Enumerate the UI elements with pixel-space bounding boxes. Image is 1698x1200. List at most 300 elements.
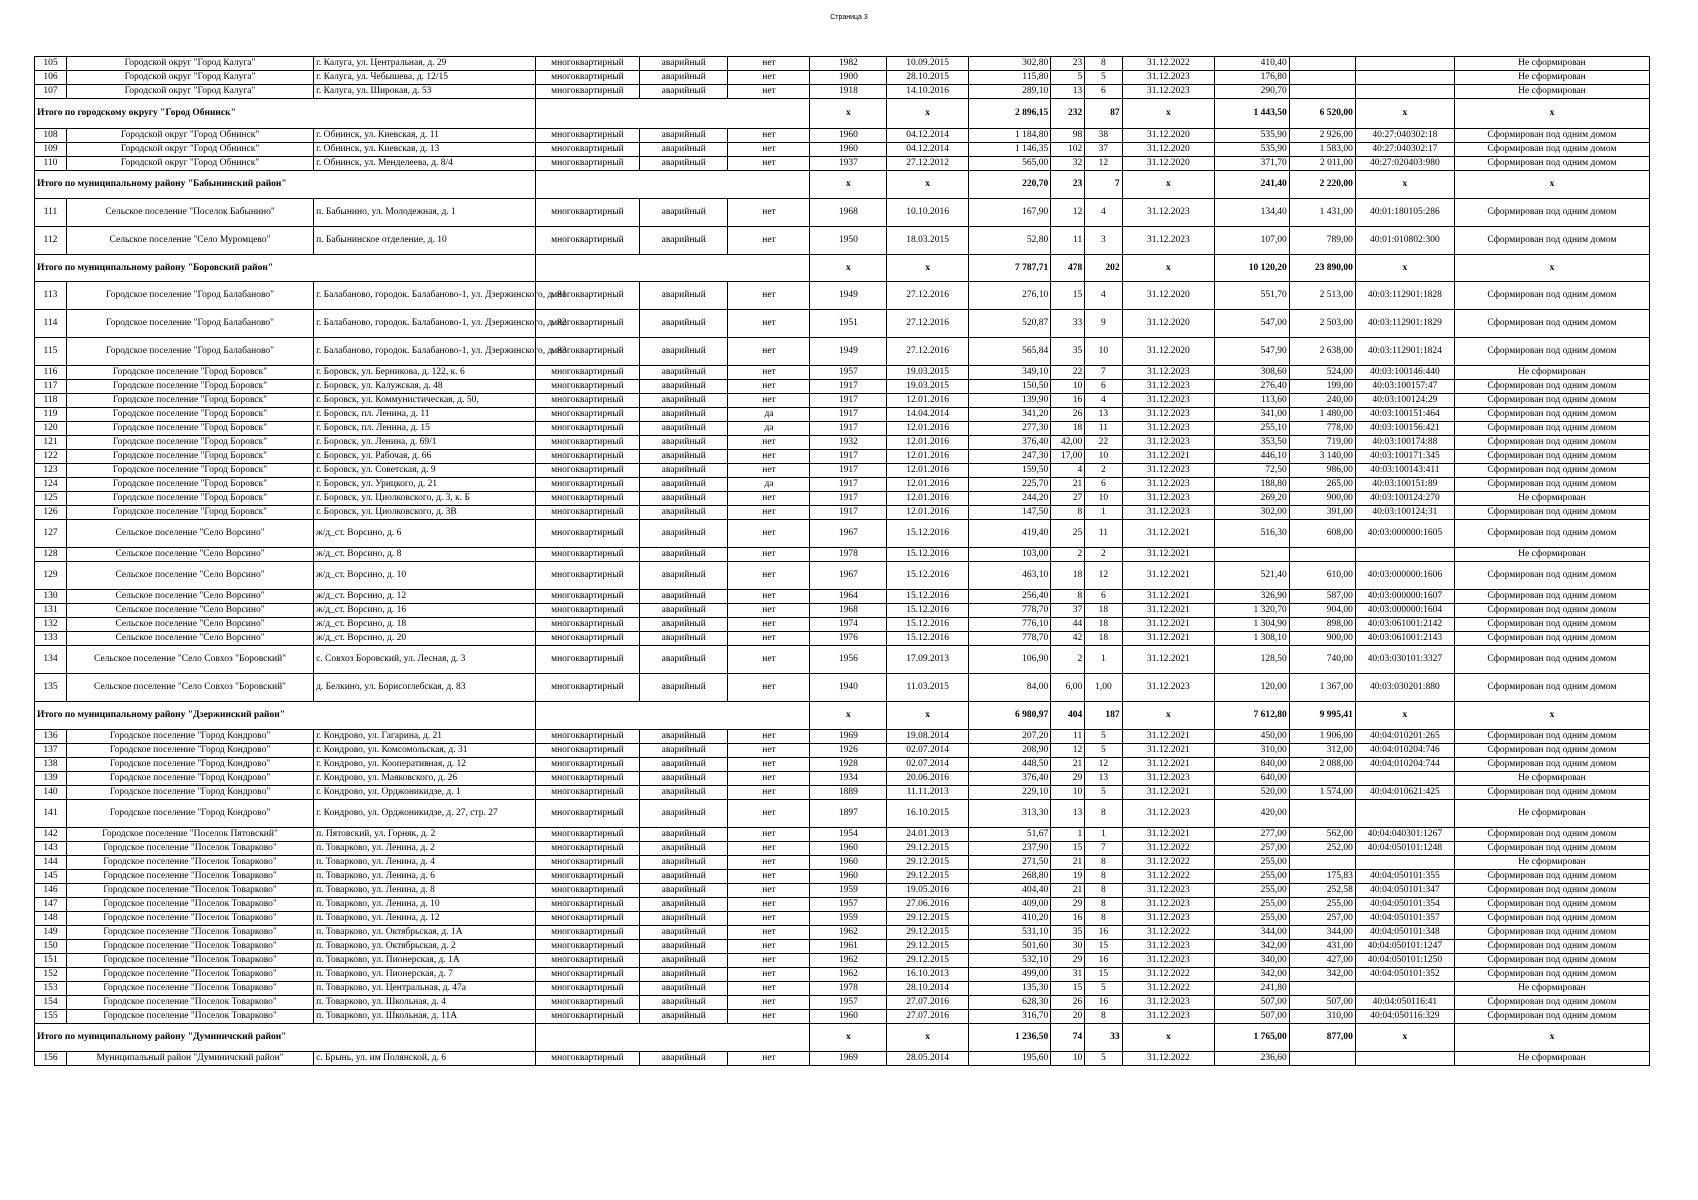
- date-cell: 29.12.2015: [887, 842, 969, 856]
- address-cell: г. Обнинск, ул. Киевская, д. 13: [314, 143, 536, 157]
- year-cell: 1978: [810, 982, 887, 996]
- row-number-cell: 123: [35, 464, 67, 478]
- table-row: [35, 380, 1650, 394]
- municipality-cell: Муниципальный район "Думиничский район": [66, 1052, 313, 1066]
- house-type-cell: многоквартирный: [535, 57, 639, 71]
- municipality-cell: Сельское поселение "Село Муромцево": [66, 227, 313, 255]
- cadastral-cell: 40:04:010621:425: [1355, 786, 1454, 800]
- deadline-cell: 31.12.2021: [1122, 450, 1215, 464]
- year-cell: 1954: [810, 828, 887, 842]
- count-b-cell: 16: [1085, 996, 1122, 1010]
- value1-cell: 255,00: [1215, 898, 1290, 912]
- year-cell: 1926: [810, 744, 887, 758]
- municipality-cell: Городское поселение "Город Боровск": [66, 366, 313, 380]
- row-number-cell: 143: [35, 842, 67, 856]
- deadline-cell: 31.12.2021: [1122, 548, 1215, 562]
- year-cell: 1956: [810, 646, 887, 674]
- area-cell: 150,50: [969, 380, 1051, 394]
- flag-cell: нет: [728, 590, 810, 604]
- municipality-cell: Сельское поселение "Село Ворсино": [66, 604, 313, 618]
- address-cell: ж/д_ст. Ворсино, д. 10: [314, 562, 536, 590]
- value2-cell: 3 140,00: [1289, 450, 1355, 464]
- table-row: [35, 394, 1650, 408]
- flag-cell: нет: [728, 926, 810, 940]
- deadline-cell: 31.12.2023: [1122, 227, 1215, 255]
- address-cell: п. Бабынино, ул. Молодежная, д. 1: [314, 199, 536, 227]
- status-cell: x: [1454, 99, 1649, 129]
- flag-cell: нет: [728, 674, 810, 702]
- condition-cell: аварийный: [640, 996, 728, 1010]
- condition-cell: аварийный: [640, 562, 728, 590]
- count-a-cell: 15: [1051, 282, 1085, 310]
- value1-cell: 342,00: [1215, 940, 1290, 954]
- count-b-cell: 2: [1085, 548, 1122, 562]
- flag-cell: нет: [728, 730, 810, 744]
- row-number-cell: 150: [35, 940, 67, 954]
- date-cell: 27.12.2012: [887, 157, 969, 171]
- flag-cell: нет: [728, 282, 810, 310]
- address-cell: г. Боровск, ул. Рабочая, д. 66: [314, 450, 536, 464]
- condition-cell: аварийный: [640, 954, 728, 968]
- count-a-cell: 18: [1051, 562, 1085, 590]
- year-cell: 1937: [810, 157, 887, 171]
- row-number-cell: 142: [35, 828, 67, 842]
- year-cell: 1959: [810, 912, 887, 926]
- cadastral-cell: [1355, 856, 1454, 870]
- table-row: [35, 590, 1650, 604]
- municipality-cell: Городской округ "Город Калуга": [66, 85, 313, 99]
- flag-cell: нет: [728, 968, 810, 982]
- status-cell: Сформирован под одним домом: [1454, 590, 1649, 604]
- subtotal-label: Итого по муниципальному району "Дзержинский район": [35, 702, 536, 730]
- condition-cell: аварийный: [640, 520, 728, 548]
- table-row: [35, 1010, 1650, 1024]
- municipality-cell: Городское поселение "Поселок Товарково": [66, 940, 313, 954]
- value2-cell: 1 583,00: [1289, 143, 1355, 157]
- value1-cell: 255,10: [1215, 422, 1290, 436]
- count-b-cell: 33: [1085, 1024, 1122, 1052]
- municipality-cell: Городское поселение "Город Боровск": [66, 380, 313, 394]
- cadastral-cell: [1355, 1052, 1454, 1066]
- value1-cell: 516,30: [1215, 520, 1290, 548]
- cadastral-cell: [1355, 85, 1454, 99]
- condition-cell: аварийный: [640, 982, 728, 996]
- value1-cell: 507,00: [1215, 996, 1290, 1010]
- flag-cell: нет: [728, 800, 810, 828]
- year-cell: 1900: [810, 71, 887, 85]
- row-number-cell: 138: [35, 758, 67, 772]
- condition-cell: аварийный: [640, 436, 728, 450]
- flag-cell: нет: [728, 1010, 810, 1024]
- date-cell: 27.07.2016: [887, 1010, 969, 1024]
- date-cell: 28.10.2014: [887, 982, 969, 996]
- cadastral-cell: x: [1355, 99, 1454, 129]
- value2-cell: 1 480,00: [1289, 408, 1355, 422]
- date-cell: 14.04.2014: [887, 408, 969, 422]
- row-number-cell: 151: [35, 954, 67, 968]
- count-a-cell: 10: [1051, 786, 1085, 800]
- count-a-cell: 29: [1051, 898, 1085, 912]
- address-cell: д. Белкино, ул. Борисоглебская, д. 83: [314, 674, 536, 702]
- address-cell: г. Боровск, ул. Урицкого, д. 21: [314, 478, 536, 492]
- date-cell: x: [887, 255, 969, 282]
- deadline-cell: 31.12.2022: [1122, 856, 1215, 870]
- flag-cell: нет: [728, 562, 810, 590]
- value2-cell: 2 011,00: [1289, 157, 1355, 171]
- value1-cell: 290,70: [1215, 85, 1290, 99]
- flag-cell: нет: [728, 450, 810, 464]
- deadline-cell: 31.12.2023: [1122, 940, 1215, 954]
- table-row: [35, 310, 1650, 338]
- address-cell: п. Товарково, ул. Школьная, д. 4: [314, 996, 536, 1010]
- count-a-cell: 232: [1051, 99, 1085, 129]
- count-a-cell: 25: [1051, 520, 1085, 548]
- count-a-cell: 6,00: [1051, 674, 1085, 702]
- date-cell: x: [887, 99, 969, 129]
- row-number-cell: 125: [35, 492, 67, 506]
- flag-cell: нет: [728, 898, 810, 912]
- area-cell: 244,20: [969, 492, 1051, 506]
- status-cell: Не сформирован: [1454, 71, 1649, 85]
- area-cell: 167,90: [969, 199, 1051, 227]
- area-cell: 195,60: [969, 1052, 1051, 1066]
- row-number-cell: 141: [35, 800, 67, 828]
- value1-cell: 371,70: [1215, 157, 1290, 171]
- value1-cell: 521,40: [1215, 562, 1290, 590]
- municipality-cell: Городское поселение "Поселок Товарково": [66, 982, 313, 996]
- year-cell: 1969: [810, 1052, 887, 1066]
- count-a-cell: 10: [1051, 380, 1085, 394]
- address-cell: г. Кондрово, ул. Маяковского, д. 26: [314, 772, 536, 786]
- deadline-cell: 31.12.2022: [1122, 57, 1215, 71]
- count-a-cell: 33: [1051, 310, 1085, 338]
- value1-cell: 276,40: [1215, 380, 1290, 394]
- count-a-cell: 30: [1051, 940, 1085, 954]
- address-cell: с. Брынь, ул. им Полянской, д. 6: [314, 1052, 536, 1066]
- count-b-cell: 15: [1085, 968, 1122, 982]
- table-row: [35, 996, 1650, 1010]
- deadline-cell: 31.12.2021: [1122, 520, 1215, 548]
- deadline-cell: 31.12.2023: [1122, 772, 1215, 786]
- year-cell: 1960: [810, 143, 887, 157]
- value2-cell: [1289, 772, 1355, 786]
- flag-cell: нет: [728, 338, 810, 366]
- status-cell: Сформирован под одним домом: [1454, 520, 1649, 548]
- area-cell: 208,90: [969, 744, 1051, 758]
- date-cell: 28.05.2014: [887, 1052, 969, 1066]
- municipality-cell: Сельское поселение "Село Ворсино": [66, 562, 313, 590]
- count-a-cell: 21: [1051, 478, 1085, 492]
- row-number-cell: 120: [35, 422, 67, 436]
- house-type-cell: многоквартирный: [535, 1010, 639, 1024]
- year-cell: 1960: [810, 870, 887, 884]
- year-cell: 1940: [810, 674, 887, 702]
- value1-cell: 446,10: [1215, 450, 1290, 464]
- deadline-cell: 31.12.2021: [1122, 590, 1215, 604]
- area-cell: 106,90: [969, 646, 1051, 674]
- count-a-cell: 31: [1051, 968, 1085, 982]
- table-row: [35, 548, 1650, 562]
- count-b-cell: 4: [1085, 394, 1122, 408]
- cadastral-cell: 40:03:000000:1604: [1355, 604, 1454, 618]
- municipality-cell: Городское поселение "Поселок Товарково": [66, 842, 313, 856]
- house-type-cell: многоквартирный: [535, 394, 639, 408]
- status-cell: Сформирован под одним домом: [1454, 940, 1649, 954]
- value2-cell: 608,00: [1289, 520, 1355, 548]
- table-row: [35, 85, 1650, 99]
- count-b-cell: 6: [1085, 478, 1122, 492]
- date-cell: 20.06.2016: [887, 772, 969, 786]
- table-row: [35, 856, 1650, 870]
- value1-cell: 535,90: [1215, 143, 1290, 157]
- value2-cell: 391,00: [1289, 506, 1355, 520]
- area-cell: 313,30: [969, 800, 1051, 828]
- flag-cell: нет: [728, 828, 810, 842]
- row-number-cell: 154: [35, 996, 67, 1010]
- table-row: [35, 618, 1650, 632]
- count-a-cell: 23: [1051, 57, 1085, 71]
- date-cell: 19.05.2016: [887, 884, 969, 898]
- address-cell: п. Товарково, ул. Ленина, д. 6: [314, 870, 536, 884]
- value2-cell: 9 995,41: [1289, 702, 1355, 730]
- status-cell: Сформирован под одним домом: [1454, 884, 1649, 898]
- value2-cell: 342,00: [1289, 968, 1355, 982]
- area-cell: 84,00: [969, 674, 1051, 702]
- table-row: [35, 744, 1650, 758]
- address-cell: г. Балабаново, городок. Балабаново-1, ул. Дзержинского, д. 82: [314, 310, 536, 338]
- row-number-cell: 135: [35, 674, 67, 702]
- house-type-cell: многоквартирный: [535, 310, 639, 338]
- flag-cell: нет: [728, 1052, 810, 1066]
- condition-cell: аварийный: [640, 394, 728, 408]
- flag-cell: нет: [728, 786, 810, 800]
- table-row: [35, 408, 1650, 422]
- cadastral-cell: [1355, 57, 1454, 71]
- address-cell: г. Калуга, ул. Центральная, д. 29: [314, 57, 536, 71]
- address-cell: г. Боровск, пл. Ленина, д. 15: [314, 422, 536, 436]
- year-cell: x: [810, 171, 887, 199]
- count-b-cell: 1,00: [1085, 674, 1122, 702]
- cadastral-cell: 40:04:050101:1250: [1355, 954, 1454, 968]
- condition-cell: аварийный: [640, 898, 728, 912]
- deadline-cell: 31.12.2021: [1122, 758, 1215, 772]
- value1-cell: 450,00: [1215, 730, 1290, 744]
- cadastral-cell: 40:03:100124:270: [1355, 492, 1454, 506]
- value2-cell: 524,00: [1289, 366, 1355, 380]
- municipality-cell: Городской округ "Город Обнинск": [66, 157, 313, 171]
- row-number-cell: 106: [35, 71, 67, 85]
- count-b-cell: 6: [1085, 85, 1122, 99]
- value2-cell: 252,00: [1289, 842, 1355, 856]
- address-cell: п. Бабынинское отделение, д. 10: [314, 227, 536, 255]
- area-cell: 419,40: [969, 520, 1051, 548]
- date-cell: 04.12.2014: [887, 143, 969, 157]
- house-type-cell: многоквартирный: [535, 632, 639, 646]
- value1-cell: 128,50: [1215, 646, 1290, 674]
- row-number-cell: 126: [35, 506, 67, 520]
- count-b-cell: 16: [1085, 954, 1122, 968]
- municipality-cell: Сельское поселение "Село Совхоз "Боровский": [66, 646, 313, 674]
- value1-cell: 420,00: [1215, 800, 1290, 828]
- count-b-cell: 38: [1085, 129, 1122, 143]
- table-row: [35, 57, 1650, 71]
- value2-cell: [1289, 57, 1355, 71]
- date-cell: 27.07.2016: [887, 996, 969, 1010]
- house-type-cell: многоквартирный: [535, 436, 639, 450]
- row-number-cell: 149: [35, 926, 67, 940]
- municipality-cell: Городское поселение "Поселок Товарково": [66, 954, 313, 968]
- cadastral-cell: 40:03:000000:1606: [1355, 562, 1454, 590]
- cadastral-cell: 40:04:050101:1248: [1355, 842, 1454, 856]
- deadline-cell: 31.12.2022: [1122, 870, 1215, 884]
- condition-cell: аварийный: [640, 744, 728, 758]
- flag-cell: нет: [728, 492, 810, 506]
- deadline-cell: 31.12.2023: [1122, 912, 1215, 926]
- cadastral-cell: 40:03:100124:31: [1355, 506, 1454, 520]
- year-cell: 1961: [810, 940, 887, 954]
- count-a-cell: 19: [1051, 870, 1085, 884]
- house-type-cell: многоквартирный: [535, 996, 639, 1010]
- municipality-cell: Городское поселение "Поселок Товарково": [66, 996, 313, 1010]
- count-b-cell: 11: [1085, 422, 1122, 436]
- house-type-cell: многоквартирный: [535, 450, 639, 464]
- subtotal-label: Итого по муниципальному району "Бабынинский район": [35, 171, 536, 199]
- area-cell: 51,67: [969, 828, 1051, 842]
- cadastral-cell: 40:03:100151:464: [1355, 408, 1454, 422]
- house-type-cell: многоквартирный: [535, 674, 639, 702]
- year-cell: x: [810, 255, 887, 282]
- count-a-cell: 12: [1051, 744, 1085, 758]
- status-cell: Сформирован под одним домом: [1454, 898, 1649, 912]
- value1-cell: 72,50: [1215, 464, 1290, 478]
- row-number-cell: 124: [35, 478, 67, 492]
- house-type-cell: многоквартирный: [535, 968, 639, 982]
- value1-cell: 1 308,10: [1215, 632, 1290, 646]
- municipality-cell: Городское поселение "Поселок Товарково": [66, 968, 313, 982]
- municipality-cell: Городское поселение "Поселок Товарково": [66, 856, 313, 870]
- status-cell: Сформирован под одним домом: [1454, 436, 1649, 450]
- value2-cell: 562,00: [1289, 828, 1355, 842]
- date-cell: 15.12.2016: [887, 604, 969, 618]
- value2-cell: 2 503,00: [1289, 310, 1355, 338]
- cadastral-cell: 40:04:050101:352: [1355, 968, 1454, 982]
- status-cell: Сформирован под одним домом: [1454, 310, 1649, 338]
- year-cell: 1957: [810, 898, 887, 912]
- value2-cell: [1289, 1052, 1355, 1066]
- flag-cell: нет: [728, 996, 810, 1010]
- deadline-cell: 31.12.2023: [1122, 478, 1215, 492]
- row-number-cell: 121: [35, 436, 67, 450]
- row-number-cell: 119: [35, 408, 67, 422]
- address-cell: г. Боровск, ул. Советская, д. 9: [314, 464, 536, 478]
- count-b-cell: 5: [1085, 71, 1122, 85]
- status-cell: Сформирован под одним домом: [1454, 604, 1649, 618]
- date-cell: 02.07.2014: [887, 744, 969, 758]
- status-cell: Сформирован под одним домом: [1454, 618, 1649, 632]
- count-a-cell: 42: [1051, 632, 1085, 646]
- date-cell: x: [887, 171, 969, 199]
- status-cell: Не сформирован: [1454, 366, 1649, 380]
- area-cell: 247,30: [969, 450, 1051, 464]
- row-number-cell: 108: [35, 129, 67, 143]
- status-cell: Сформирован под одним домом: [1454, 143, 1649, 157]
- row-number-cell: 115: [35, 338, 67, 366]
- value1-cell: 535,90: [1215, 129, 1290, 143]
- date-cell: 19.03.2015: [887, 366, 969, 380]
- value2-cell: 1 906,00: [1289, 730, 1355, 744]
- year-cell: 1917: [810, 464, 887, 478]
- value2-cell: 1 367,00: [1289, 674, 1355, 702]
- municipality-cell: Городское поселение "Город Боровск": [66, 478, 313, 492]
- house-type-cell: многоквартирный: [535, 618, 639, 632]
- table-row: [35, 464, 1650, 478]
- condition-cell: аварийный: [640, 492, 728, 506]
- house-type-cell: многоквартирный: [535, 730, 639, 744]
- condition-cell: аварийный: [640, 1010, 728, 1024]
- subtotal-row: [35, 255, 1650, 282]
- condition-cell: аварийный: [640, 450, 728, 464]
- year-cell: 1960: [810, 129, 887, 143]
- date-cell: 27.06.2016: [887, 898, 969, 912]
- value1-cell: 277,00: [1215, 828, 1290, 842]
- year-cell: 1889: [810, 786, 887, 800]
- area-cell: 115,80: [969, 71, 1051, 85]
- count-b-cell: 187: [1085, 702, 1122, 730]
- condition-cell: аварийный: [640, 338, 728, 366]
- year-cell: 1967: [810, 520, 887, 548]
- subtotal-label: Итого по муниципальному району "Думиничский район": [35, 1024, 536, 1052]
- area-cell: 448,50: [969, 758, 1051, 772]
- year-cell: 1917: [810, 478, 887, 492]
- status-cell: Сформирован под одним домом: [1454, 464, 1649, 478]
- row-number-cell: 107: [35, 85, 67, 99]
- house-type-cell: многоквартирный: [535, 157, 639, 171]
- value1-cell: 344,00: [1215, 926, 1290, 940]
- value1-cell: 113,60: [1215, 394, 1290, 408]
- cadastral-cell: x: [1355, 1024, 1454, 1052]
- row-number-cell: 110: [35, 157, 67, 171]
- status-cell: Сформирован под одним домом: [1454, 646, 1649, 674]
- condition-cell: аварийный: [640, 157, 728, 171]
- condition-cell: аварийный: [640, 548, 728, 562]
- status-cell: Сформирован под одним домом: [1454, 562, 1649, 590]
- municipality-cell: Городское поселение "Город Балабаново": [66, 310, 313, 338]
- flag-cell: нет: [728, 618, 810, 632]
- table-row: [35, 1052, 1650, 1066]
- value1-cell: 340,00: [1215, 954, 1290, 968]
- year-cell: 1957: [810, 996, 887, 1010]
- flag-cell: нет: [728, 227, 810, 255]
- row-number-cell: 148: [35, 912, 67, 926]
- value2-cell: 1 574,00: [1289, 786, 1355, 800]
- deadline-cell: 31.12.2023: [1122, 898, 1215, 912]
- condition-cell: аварийный: [640, 884, 728, 898]
- year-cell: 1976: [810, 632, 887, 646]
- value2-cell: 2 638,00: [1289, 338, 1355, 366]
- flag-cell: нет: [728, 632, 810, 646]
- address-cell: г. Балабаново, городок. Балабаново-1, ул. Дзержинского, д. 83: [314, 338, 536, 366]
- year-cell: 1957: [810, 366, 887, 380]
- count-b-cell: 10: [1085, 492, 1122, 506]
- value2-cell: 719,00: [1289, 436, 1355, 450]
- count-b-cell: 7: [1085, 366, 1122, 380]
- area-cell: 276,10: [969, 282, 1051, 310]
- municipality-cell: Сельское поселение "Село Ворсино": [66, 590, 313, 604]
- row-number-cell: 132: [35, 618, 67, 632]
- value2-cell: 255,00: [1289, 898, 1355, 912]
- table-row: [35, 646, 1650, 674]
- house-type-cell: многоквартирный: [535, 227, 639, 255]
